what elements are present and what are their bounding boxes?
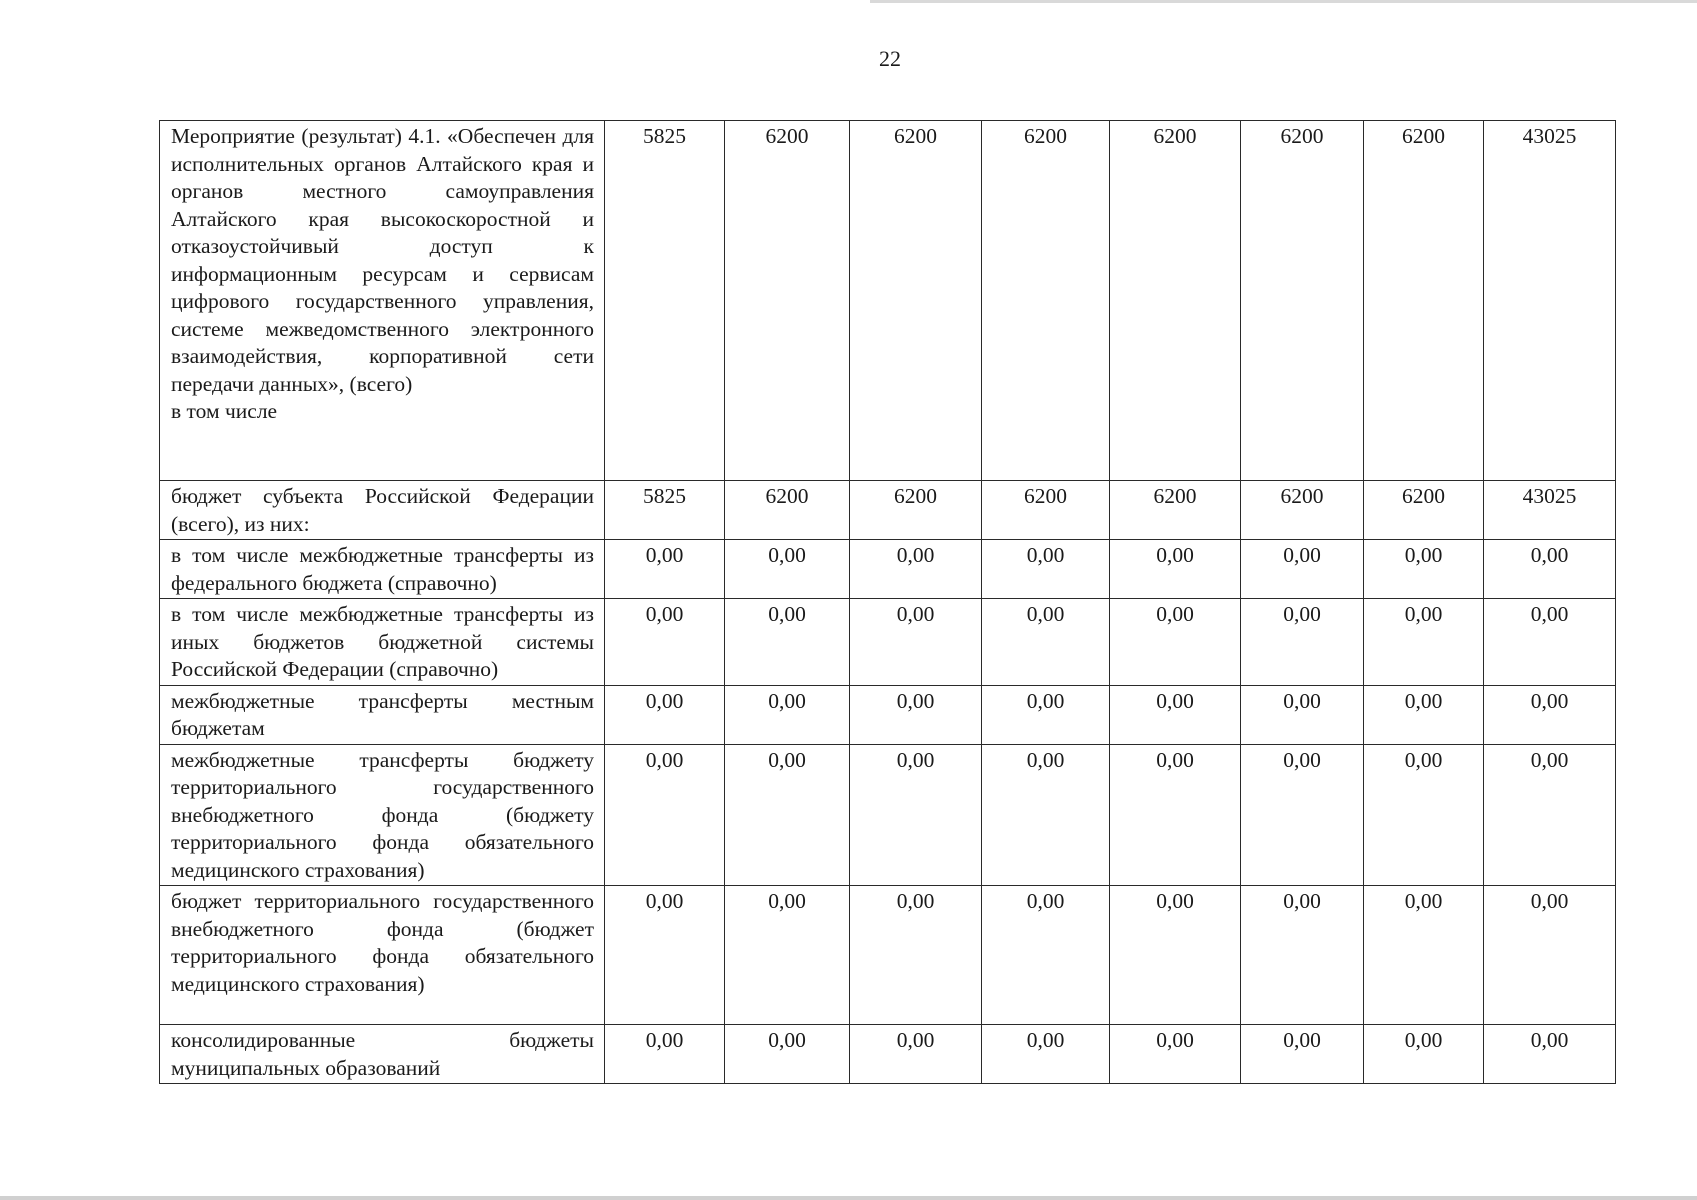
value-cell: 0,00 [605,1025,725,1084]
budget-table [159,120,1616,1084]
row-label-suffix: в том числе [171,399,278,423]
table-row [160,540,1616,599]
table-row [160,1025,1616,1084]
value-cell: 6200 [725,121,850,481]
value-cell: 0,00 [605,886,725,1025]
value-cell: 6200 [1364,121,1484,481]
value-cell: 6200 [1110,481,1241,540]
value-cell: 5825 [605,121,725,481]
value-cell: 0,00 [850,599,982,686]
value-cell: 0,00 [605,599,725,686]
table-row [160,121,1616,481]
value-cell: 0,00 [725,886,850,1025]
value-cell: 0,00 [1241,540,1364,599]
value-cell: 0,00 [605,685,725,744]
value-cell: 6200 [1110,121,1241,481]
total-cell: 0,00 [1484,540,1616,599]
table-row [160,599,1616,686]
value-cell: 0,00 [725,540,850,599]
value-cell: 6200 [725,481,850,540]
value-cell: 0,00 [1364,886,1484,1025]
table-row [160,886,1616,1025]
row-label [160,121,605,481]
value-cell: 0,00 [1110,886,1241,1025]
value-cell: 0,00 [1364,685,1484,744]
value-cell: 0,00 [725,685,850,744]
value-cell: 0,00 [605,540,725,599]
value-cell: 0,00 [1241,685,1364,744]
value-cell: 0,00 [725,1025,850,1084]
value-cell: 0,00 [1110,599,1241,686]
scan-edge-top [870,0,1697,3]
total-cell: 0,00 [1484,1025,1616,1084]
page-number: 22 [879,46,901,71]
value-cell: 0,00 [725,599,850,686]
total-cell: 0,00 [1484,886,1616,1025]
scan-edge-bottom [0,1196,1697,1200]
table-row [160,744,1616,886]
value-cell: 0,00 [1241,744,1364,886]
row-label: в том числе межбюджетные трансферты из иных бюджетов бюджетной системы Российской Федерации (справочно) [160,599,605,686]
value-cell: 6200 [1241,121,1364,481]
row-label: межбюджетные трансферты местным бюджетам [160,685,605,744]
row-label-text: Мероприятие (результат) 4.1. «Обеспечен для исполнительных органов Алтайского края и органов местного самоуправления Алтайского края высокоскоростной и отказоустойчивый доступ к информационным ресурсам и сервисам цифрового государственного управления, системе межведомственного электронного взаимодействия, корпоративной сети передачи данных», (всего) [171,124,594,396]
value-cell: 0,00 [725,744,850,886]
value-cell: 0,00 [1364,599,1484,686]
value-cell: 0,00 [982,744,1110,886]
value-cell: 0,00 [850,1025,982,1084]
value-cell: 0,00 [1241,599,1364,686]
value-cell: 0,00 [1241,1025,1364,1084]
value-cell: 0,00 [850,886,982,1025]
value-cell: 0,00 [605,744,725,886]
value-cell: 0,00 [982,599,1110,686]
value-cell: 0,00 [1241,886,1364,1025]
value-cell: 0,00 [1110,540,1241,599]
row-label: в том числе межбюджетные трансферты из федерального бюджета (справочно) [160,540,605,599]
value-cell: 0,00 [1364,1025,1484,1084]
value-cell: 5825 [605,481,725,540]
total-cell: 43025 [1484,481,1616,540]
value-cell: 6200 [1364,481,1484,540]
value-cell: 0,00 [850,540,982,599]
row-label: бюджет территориального государственного внебюджетного фонда (бюджет территориального фонда обязательного медицинского страхования) [160,886,605,1025]
value-cell: 0,00 [982,886,1110,1025]
value-cell: 0,00 [850,685,982,744]
value-cell: 6200 [850,121,982,481]
value-cell: 0,00 [850,744,982,886]
total-cell: 0,00 [1484,744,1616,886]
value-cell: 0,00 [1110,1025,1241,1084]
value-cell: 6200 [850,481,982,540]
table-row [160,685,1616,744]
value-cell: 0,00 [1364,540,1484,599]
value-cell: 0,00 [1110,744,1241,886]
row-label: консолидированные бюджеты муниципальных образований [160,1025,605,1084]
row-label: бюджет субъекта Российской Федерации (всего), из них: [160,481,605,540]
value-cell: 6200 [1241,481,1364,540]
total-cell: 0,00 [1484,599,1616,686]
total-cell: 43025 [1484,121,1616,481]
value-cell: 0,00 [1364,744,1484,886]
value-cell: 6200 [982,481,1110,540]
value-cell: 0,00 [1110,685,1241,744]
row-label: межбюджетные трансферты бюджету территориального государственного внебюджетного фонда (бюджету территориального фонда обязательного медицинского страхования) [160,744,605,886]
total-cell: 0,00 [1484,685,1616,744]
value-cell: 6200 [982,121,1110,481]
value-cell: 0,00 [982,685,1110,744]
value-cell: 0,00 [982,540,1110,599]
value-cell: 0,00 [982,1025,1110,1084]
table-row [160,481,1616,540]
